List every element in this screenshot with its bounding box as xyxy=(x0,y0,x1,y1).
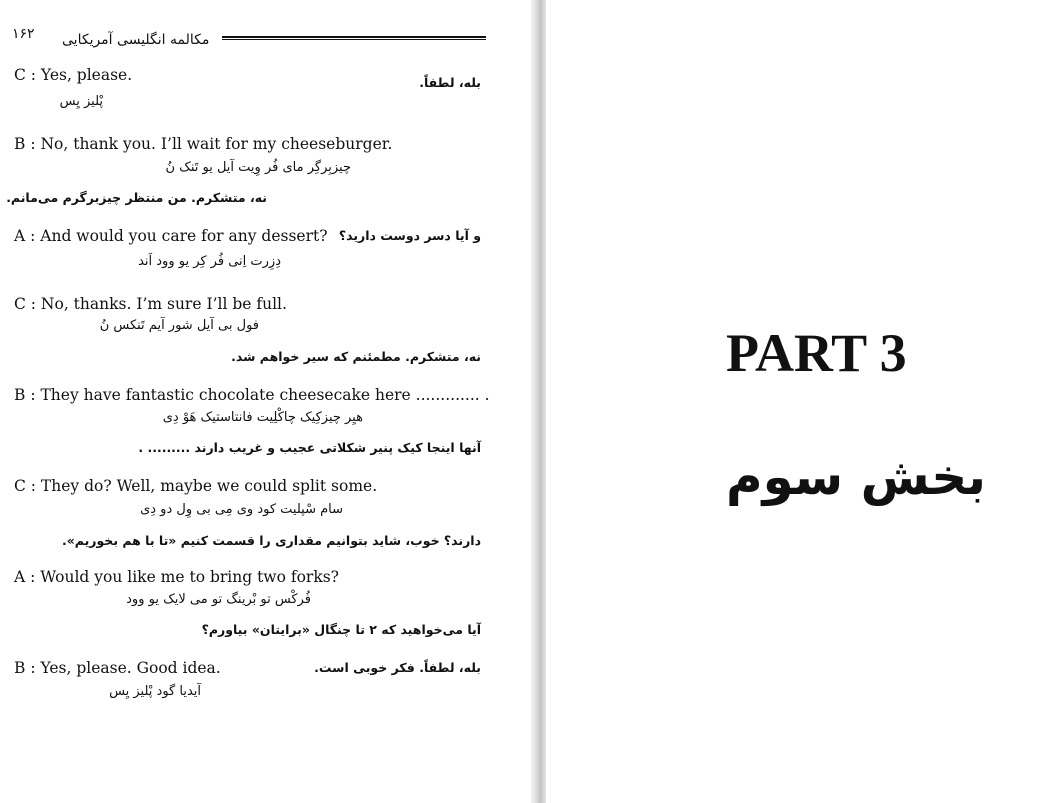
page-number: ۱۶۲ xyxy=(12,26,35,42)
english-line: B : No, thank you. I’ll wait for my cheeseburger. xyxy=(14,135,393,153)
book-gutter xyxy=(531,0,546,803)
persian-translation: بله، لطفاً. فکر خوبی است. xyxy=(314,660,481,675)
english-line: A : Would you like me to bring two forks? xyxy=(14,568,339,586)
english-line: C : Yes, please. xyxy=(14,66,133,84)
persian-translation: آیا می‌خواهید که ۲ تا چنگال «برایتان» بیاورم؟ xyxy=(201,622,481,637)
english-line: B : Yes, please. Good idea. xyxy=(14,659,221,677)
persian-translation: آنها اینجا کیک پنیر شکلاتی عجیب و غریب دارند ......... . xyxy=(138,440,481,455)
english-line: A : And would you care for any dessert? xyxy=(14,227,328,245)
right-page xyxy=(546,0,1050,803)
english-line: C : They do? Well, maybe we could split some. xyxy=(14,477,378,495)
header-rule xyxy=(222,36,486,40)
transliteration-line: فول بی آیل شور آیم تَنکس نُ xyxy=(99,318,259,333)
persian-translation: و آیا دسر دوست دارید؟ xyxy=(338,228,481,243)
persian-translation: نه، متشکرم. مطمئنم که سیر خواهم شد. xyxy=(231,349,481,364)
part-title-persian: بخش سوم xyxy=(726,448,987,506)
persian-translation: بله، لطفاً. xyxy=(419,75,481,90)
english-line: C : No, thanks. I’m sure I’ll be full. xyxy=(14,295,287,313)
running-title: مکالمه انگلیسی آمریکایی xyxy=(62,32,210,48)
transliteration-line: چیزبِرگِر مای فُر وِیت آیل یو تَنک نُ xyxy=(165,160,351,175)
transliteration-line: آیدیا گود پْلیز یِس xyxy=(109,684,201,699)
transliteration-line: هیِر چیزکِیک چاکْلِیت فانتاستیک هَوْ دِی xyxy=(162,410,363,425)
persian-translation: نه، متشکرم. من منتظر چیزبرگرم می‌مانم. xyxy=(6,190,267,205)
transliteration-line: فُرکْس تو بْرینگ تو می لایک یو وود xyxy=(126,592,311,607)
persian-translation: دارند؟ خوب، شاید بتوانیم مقداری را قسمت کنیم «تا با هم بخوریم». xyxy=(61,533,481,548)
transliteration-line: پْلیز یِس xyxy=(59,94,103,109)
transliteration-line: سام سْپلیت کود وی مِی بی وِل دو دِی xyxy=(140,502,343,517)
english-line: B : They have fantastic chocolate cheesecake here ............. . xyxy=(14,386,490,404)
part-title: PART 3 xyxy=(726,323,907,383)
transliteration-line: دِزِرت اِنی فُر کِر یو وود اَند xyxy=(138,254,281,269)
